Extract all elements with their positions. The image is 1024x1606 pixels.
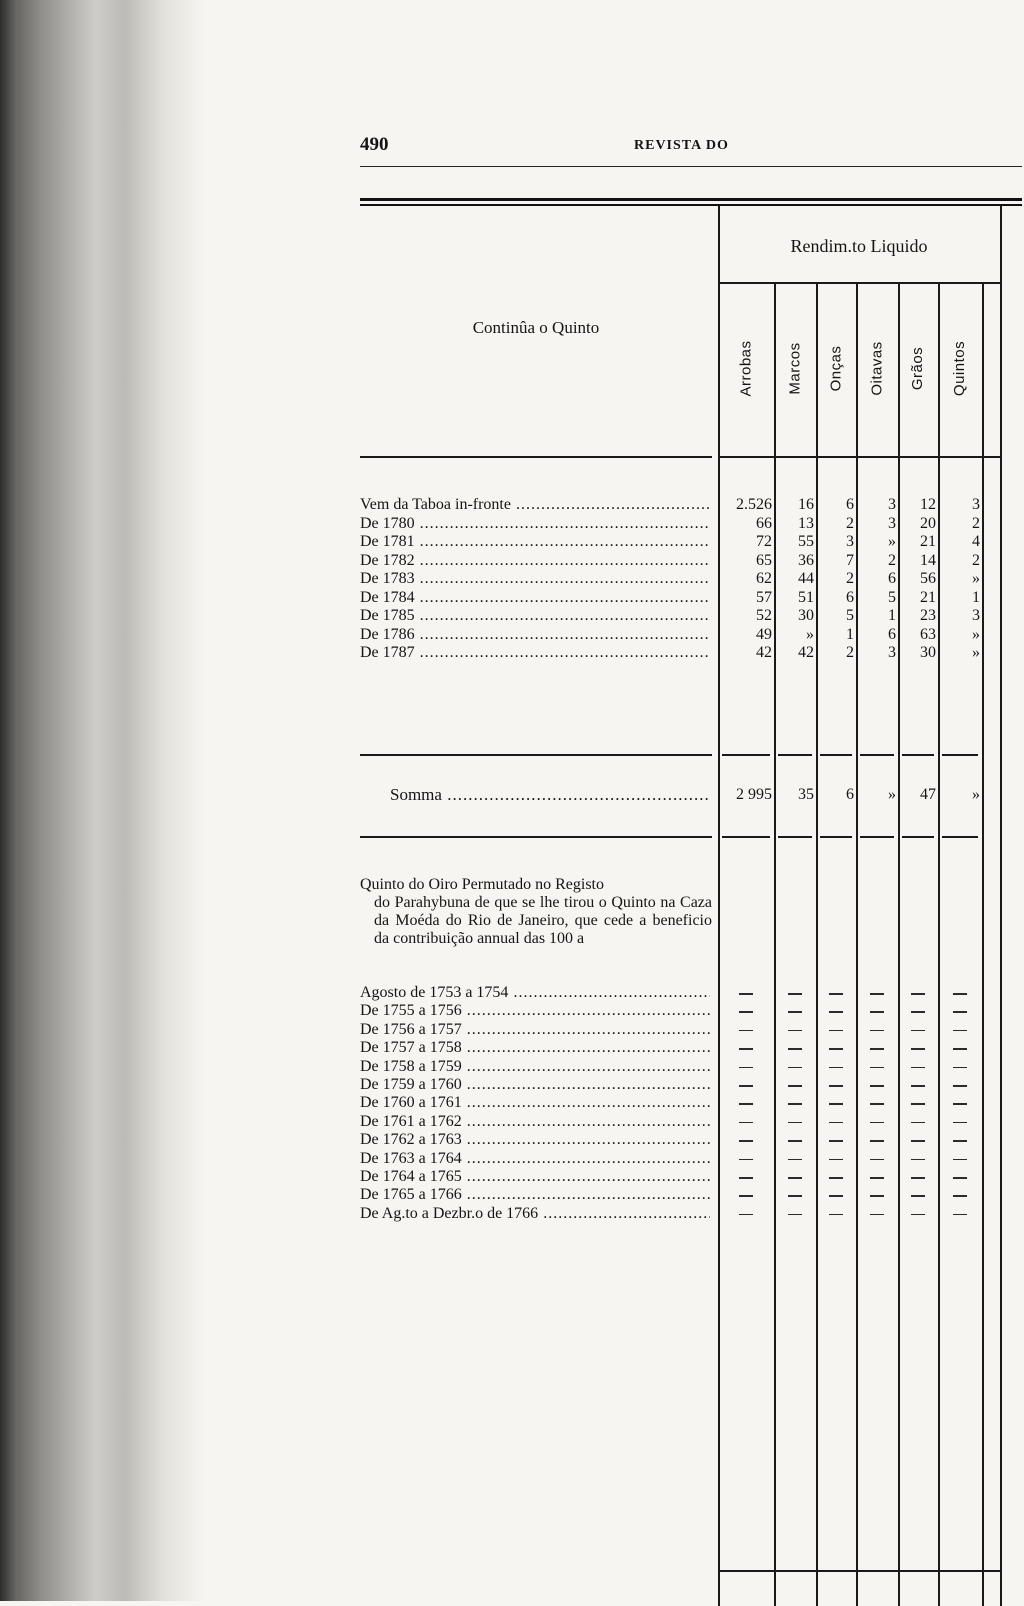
total-quintos: » [972, 786, 980, 803]
empty-cell-dash [739, 1195, 753, 1197]
total-bottom-rule-cell [820, 836, 852, 838]
empty-cell-dash [739, 1103, 753, 1105]
cell-oncas: 1 [846, 625, 854, 643]
row-label: De 1759 a 1760 ..... [360, 1076, 710, 1094]
cell-marcos: 30 [798, 607, 814, 624]
cell-quintos: 2 [972, 551, 980, 569]
row-label: De 1781 ..... [360, 533, 710, 551]
empty-cell-dash [739, 1030, 753, 1032]
total-bottom-rule-cell [778, 836, 812, 838]
table-row [360, 607, 1022, 625]
empty-cell-dash [829, 993, 843, 995]
cell-arrobas: 2.526 [736, 496, 772, 513]
empty-cell-dash [953, 1177, 967, 1179]
cell-quintos: » [972, 625, 980, 643]
empty-cell-dash [739, 1048, 753, 1050]
empty-cell-dash [911, 1140, 925, 1142]
dash-row [360, 1021, 1022, 1039]
cell-arrobas: 65 [756, 551, 772, 569]
empty-cell-dash [788, 1103, 802, 1105]
empty-cell-dash [788, 1177, 802, 1179]
dash-row [360, 1168, 1022, 1186]
dash-row [360, 1058, 1022, 1076]
total-top-rule-cell [778, 754, 812, 756]
empty-cell-dash [739, 1067, 753, 1069]
empty-cell-dash [829, 1195, 843, 1197]
empty-cell-dash [829, 1048, 843, 1050]
header-bottom-rule-left [360, 456, 712, 458]
empty-cell-dash [829, 1103, 843, 1105]
empty-cell-dash [788, 1011, 802, 1013]
table-group-header: Rendim.to Liquido [790, 236, 928, 256]
empty-cell-dash [788, 1214, 802, 1216]
cell-oncas: 7 [846, 551, 854, 569]
column-header-oncas [816, 288, 856, 448]
empty-cell-dash [953, 1195, 967, 1197]
cell-oncas: 6 [846, 588, 854, 606]
total-top-rule-cell [902, 754, 934, 756]
empty-cell-dash [911, 1048, 925, 1050]
empty-cell-dash [911, 1195, 925, 1197]
column-header-label: Oitavas [868, 340, 886, 396]
cell-quintos: 4 [972, 533, 980, 550]
cell-oncas: 6 [846, 496, 854, 513]
cell-oitavas: » [888, 533, 896, 550]
total-top-rule-cell [722, 754, 770, 756]
total-oncas: 6 [846, 786, 854, 803]
dash-row [360, 1131, 1022, 1149]
table-row [360, 644, 1022, 662]
row-label: Agosto de 1753 a 1754 ..... [360, 984, 710, 1002]
dash-row [360, 1113, 1022, 1131]
total-oitavas: » [888, 786, 896, 803]
total-bottom-rule-cell [722, 836, 770, 838]
cell-marcos: 16 [798, 496, 814, 513]
cell-marcos: 13 [798, 514, 814, 532]
cell-arrobas: 66 [756, 514, 772, 532]
row-label: Somma ..... [390, 786, 710, 804]
empty-cell-dash [911, 1103, 925, 1105]
empty-cell-dash [739, 1177, 753, 1179]
empty-cell-dash [911, 1159, 925, 1161]
row-label: De 1755 a 1756 ..... [360, 1002, 710, 1020]
empty-cell-dash [788, 1030, 802, 1032]
empty-cell-dash [911, 1122, 925, 1124]
row-label: De 1762 a 1763 ..... [360, 1131, 710, 1149]
total-bottom-rule-left [360, 836, 712, 838]
table-row [360, 589, 1022, 607]
total-bottom-rule-cell [942, 836, 978, 838]
empty-cell-dash [739, 1122, 753, 1124]
header-bottom-rule-right [718, 456, 1000, 458]
total-top-rule-cell [820, 754, 852, 756]
cell-oitavas: 3 [888, 496, 896, 513]
column-header-arrobas [718, 288, 774, 448]
column-header-oitavas [856, 288, 898, 448]
empty-cell-dash [829, 1011, 843, 1013]
empty-cell-dash [953, 993, 967, 995]
cell-arrobas: 62 [756, 570, 772, 587]
table-row [360, 626, 1022, 644]
empty-cell-dash [870, 1030, 884, 1032]
empty-cell-dash [953, 1011, 967, 1013]
cell-oitavas: 1 [888, 607, 896, 624]
cell-quintos: » [972, 644, 980, 661]
table-row [360, 533, 1022, 551]
empty-cell-dash [788, 1067, 802, 1069]
table-column-divider [816, 284, 818, 1606]
running-head: REVISTA DO [634, 138, 729, 153]
empty-cell-dash [953, 1159, 967, 1161]
cell-oncas: 2 [846, 514, 854, 532]
cell-arrobas: 57 [756, 588, 772, 606]
empty-cell-dash [870, 1177, 884, 1179]
cell-graos: 20 [920, 514, 936, 532]
cell-oitavas: 3 [888, 514, 896, 532]
dash-row [360, 1039, 1022, 1057]
dash-row [360, 1002, 1022, 1020]
table-right-border [1000, 206, 1002, 1606]
cell-marcos: 51 [798, 588, 814, 606]
empty-cell-dash [870, 1195, 884, 1197]
table-row [360, 552, 1022, 570]
empty-cell-dash [953, 1214, 967, 1216]
empty-cell-dash [870, 993, 884, 995]
empty-cell-dash [870, 1140, 884, 1142]
row-label: De 1756 a 1757 ..... [360, 1021, 710, 1039]
cell-quintos: 1 [972, 588, 980, 606]
empty-cell-dash [788, 1085, 802, 1087]
empty-cell-dash [739, 1011, 753, 1013]
empty-cell-dash [870, 1159, 884, 1161]
total-bottom-rule-cell [860, 836, 894, 838]
cell-oitavas: 2 [888, 551, 896, 569]
cell-quintos: 3 [972, 496, 980, 513]
empty-cell-dash [870, 1214, 884, 1216]
empty-cell-dash [788, 1122, 802, 1124]
empty-cell-dash [829, 1085, 843, 1087]
table-column-divider [938, 284, 940, 1606]
row-label: De 1784 ..... [360, 589, 710, 607]
total-top-rule-cell [860, 754, 894, 756]
empty-cell-dash [953, 1122, 967, 1124]
table-left-header: Continûa o Quinto [472, 318, 600, 337]
table-row [360, 570, 1022, 588]
empty-cell-dash [788, 993, 802, 995]
row-label: De 1782 ..... [360, 552, 710, 570]
table-column-divider [982, 284, 984, 1606]
dash-row [360, 1150, 1022, 1168]
table-row [360, 515, 1022, 533]
empty-cell-dash [739, 1085, 753, 1087]
empty-cell-dash [788, 1159, 802, 1161]
empty-cell-dash [829, 1177, 843, 1179]
empty-cell-dash [829, 1140, 843, 1142]
column-header-label: Quintos [951, 340, 969, 396]
row-label: De 1763 a 1764 ..... [360, 1150, 710, 1168]
empty-cell-dash [870, 1122, 884, 1124]
total-marcos: 35 [798, 786, 814, 803]
row-label: De 1764 a 1765 ..... [360, 1168, 710, 1186]
column-header-graos [898, 288, 938, 448]
empty-cell-dash [829, 1067, 843, 1069]
table-column-divider [718, 206, 720, 1606]
column-header-quintos [938, 288, 982, 448]
cell-marcos: 36 [798, 551, 814, 569]
total-row [360, 786, 1022, 804]
empty-cell-dash [953, 1030, 967, 1032]
row-label: De 1758 a 1759 ..... [360, 1058, 710, 1076]
cell-marcos: 42 [798, 644, 814, 661]
cell-quintos: 2 [972, 514, 980, 532]
cell-oitavas: 6 [888, 625, 896, 643]
empty-cell-dash [739, 1159, 753, 1161]
cell-marcos: 44 [798, 570, 814, 587]
dash-row [360, 1186, 1022, 1204]
cell-graos: 23 [920, 607, 936, 624]
total-graos: 47 [920, 786, 936, 803]
empty-cell-dash [953, 1085, 967, 1087]
cell-marcos: » [806, 625, 814, 643]
table-column-divider [898, 284, 900, 1606]
row-label: De 1760 a 1761 ..... [360, 1094, 710, 1112]
cell-arrobas: 49 [756, 625, 772, 643]
note-continuation: do Parahybuna de que se lhe tirou o Quinto na Caza da Moéda do Rio de Janeiro, que cede a beneficio da contribuição annual das 100 a [374, 894, 712, 947]
table-row [360, 496, 1022, 514]
empty-cell-dash [788, 1195, 802, 1197]
empty-cell-dash [870, 1103, 884, 1105]
empty-cell-dash [739, 1140, 753, 1142]
header-rule [360, 166, 1022, 167]
empty-cell-dash [953, 1103, 967, 1105]
row-label: De Ag.to a Dezbr.o de 1766 ..... [360, 1205, 710, 1223]
table-bottom-rule [718, 1570, 1000, 1572]
empty-cell-dash [829, 1214, 843, 1216]
dash-row [360, 1205, 1022, 1223]
empty-cell-dash [788, 1140, 802, 1142]
total-bottom-rule-cell [902, 836, 934, 838]
cell-oitavas: 6 [888, 570, 896, 587]
column-header-label: Grãos [909, 346, 927, 390]
empty-cell-dash [911, 1085, 925, 1087]
column-header-label: Arrobas [737, 339, 755, 397]
row-label: De 1780 ..... [360, 515, 710, 533]
group-header-rule [718, 282, 1000, 284]
row-label: De 1757 a 1758 ..... [360, 1039, 710, 1057]
cell-quintos: 3 [972, 607, 980, 624]
cell-oitavas: 3 [888, 644, 896, 661]
cell-arrobas: 52 [756, 607, 772, 624]
total-top-rule-cell [942, 754, 978, 756]
empty-cell-dash [953, 1067, 967, 1069]
column-header-label: Marcos [786, 341, 804, 395]
cell-graos: 12 [920, 496, 936, 513]
empty-cell-dash [911, 1214, 925, 1216]
table-top-rule [360, 198, 1022, 201]
empty-cell-dash [870, 1048, 884, 1050]
dash-row [360, 984, 1022, 1002]
cell-graos: 63 [920, 625, 936, 643]
cell-arrobas: 72 [756, 533, 772, 550]
empty-cell-dash [788, 1048, 802, 1050]
column-header-marcos [774, 288, 816, 448]
empty-cell-dash [829, 1159, 843, 1161]
cell-oitavas: 5 [888, 588, 896, 606]
cell-graos: 21 [920, 533, 936, 550]
empty-cell-dash [953, 1048, 967, 1050]
page-header [360, 134, 1020, 156]
table-top-rule-thin [360, 204, 1022, 206]
row-label: De 1783 ..... [360, 570, 710, 588]
dash-row [360, 1094, 1022, 1112]
table-column-divider [856, 284, 858, 1606]
cell-quintos: » [972, 570, 980, 587]
table-note [360, 876, 712, 948]
row-label: De 1786 ..... [360, 626, 710, 644]
empty-cell-dash [739, 1214, 753, 1216]
note-first-line: Quinto do Oiro Permutado no Registo [360, 876, 604, 893]
page-number: 490 [360, 134, 389, 155]
row-label: De 1787 ..... [360, 644, 710, 662]
empty-cell-dash [911, 1011, 925, 1013]
cell-graos: 30 [920, 644, 936, 661]
cell-oncas: 5 [846, 607, 854, 624]
empty-cell-dash [911, 1177, 925, 1179]
empty-cell-dash [829, 1030, 843, 1032]
table-column-divider [774, 284, 776, 1606]
cell-marcos: 55 [798, 533, 814, 550]
empty-cell-dash [870, 1067, 884, 1069]
empty-cell-dash [911, 993, 925, 995]
data-table [360, 198, 1022, 1558]
row-label: De 1785 ..... [360, 607, 710, 625]
dash-row [360, 1076, 1022, 1094]
empty-cell-dash [870, 1085, 884, 1087]
empty-cell-dash [739, 993, 753, 995]
cell-graos: 56 [920, 570, 936, 587]
total-arrobas: 2 995 [736, 786, 772, 803]
column-header-label: Onças [827, 345, 845, 391]
empty-cell-dash [870, 1011, 884, 1013]
cell-oncas: 2 [846, 644, 854, 661]
row-label: Vem da Taboa in-fronte ..... [360, 496, 710, 514]
total-top-rule-left [360, 754, 712, 756]
cell-graos: 14 [920, 551, 936, 569]
empty-cell-dash [829, 1122, 843, 1124]
row-label: De 1765 a 1766 ..... [360, 1186, 710, 1204]
empty-cell-dash [911, 1030, 925, 1032]
cell-oncas: 2 [846, 570, 854, 587]
empty-cell-dash [911, 1067, 925, 1069]
empty-cell-dash [953, 1140, 967, 1142]
cell-arrobas: 42 [756, 644, 772, 661]
row-label: De 1761 a 1762 ..... [360, 1113, 710, 1131]
cell-oncas: 3 [846, 533, 854, 550]
cell-graos: 21 [920, 588, 936, 606]
